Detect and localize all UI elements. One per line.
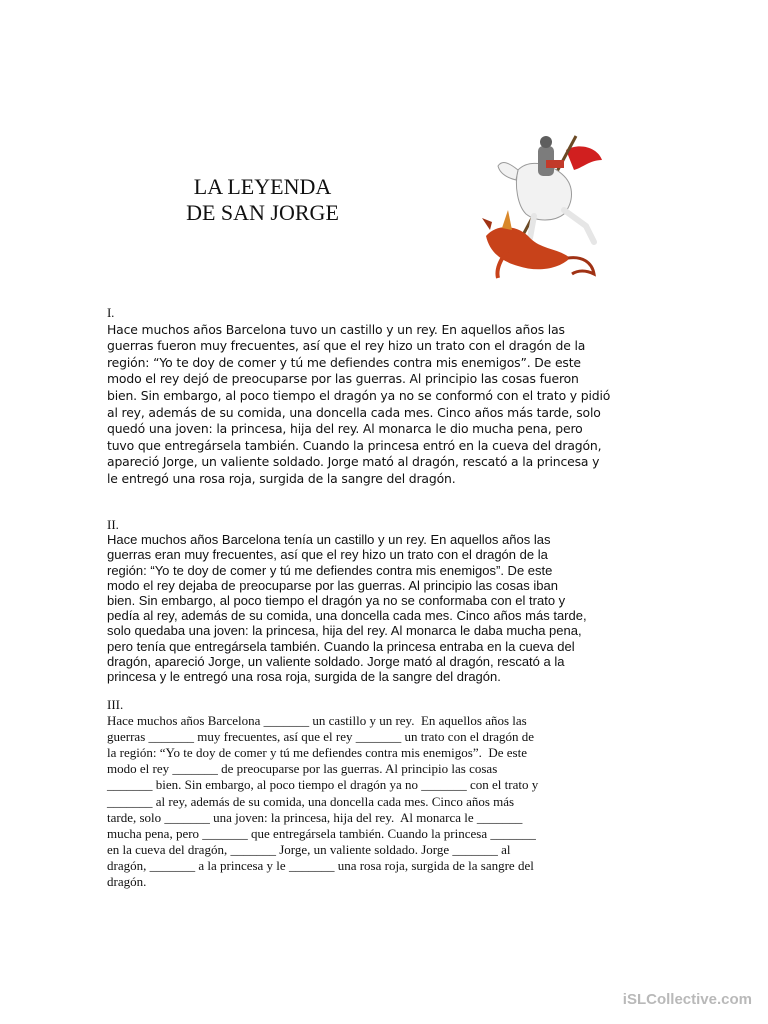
text-line: bien. Sin embargo, al poco tiempo el dragón ya no se conformó con el trato y pidió: [107, 387, 611, 403]
passage-2: [107, 517, 647, 684]
text-line: quedó una joven: la princesa, hija del rey. Al monarca le dio mucha pena, pero: [107, 421, 583, 437]
text-line: guerras _______ muy frecuentes, así que el rey _______ un trato con el dragón de: [107, 729, 535, 745]
text-line: región: “Yo te doy de comer y tú me defiendes contra mis enemigos”. De este: [107, 562, 553, 578]
text-line: guerras eran muy frecuentes, así que el rey hizo un trato con el dragón de la: [107, 547, 548, 563]
section-number: II.: [107, 517, 119, 532]
text-line: tuvo que entregársela también. Cuando la princesa entró en la cueva del dragón,: [107, 437, 602, 453]
text-line: región: “Yo te doy de comer y tú me defiendes contra mis enemigos”. De este: [107, 354, 581, 370]
text-line: pero tenía que entregársela también. Cuando la princesa entraba en la cueva del: [107, 638, 575, 654]
text-line: Hace muchos años Barcelona tenía un castillo y un rey. En aquellos años las: [107, 532, 551, 548]
text-line: _______ al rey, además de su comida, una doncella cada mes. Cinco años más: [107, 793, 515, 809]
passage-1: [107, 305, 647, 488]
text-line: la región: “Yo te doy de comer y tú me defiendes contra mis enemigos”. De este: [107, 745, 527, 761]
section-number: I.: [107, 305, 115, 320]
text-line: _______ bien. Sin embargo, al poco tiempo el dragón ya no _______ con el trato y: [107, 777, 539, 793]
text-line: pedía al rey, además de su comida, una doncella cada mes. Cinco años más tarde,: [107, 608, 587, 624]
text-line: dragón, apareció Jorge, un valiente soldado. Jorge mató al dragón, rescató a la: [107, 653, 565, 669]
title-line-2: DE SAN JORGE: [186, 200, 339, 225]
title-line-1: LA LEYENDA: [193, 174, 332, 199]
text-line: al rey, además de su comida, una doncella cada mes. Cinco años más tarde, solo: [107, 404, 601, 420]
text-line: le entregó una rosa roja, surgida de la sangre del dragón.: [107, 470, 456, 486]
text-line: dragón, _______ a la princesa y le _______ una rosa roja, surgida de la sangre del: [107, 857, 534, 873]
text-line: bien. Sin embargo, al poco tiempo el dragón ya no se conformaba con el trato y: [107, 593, 566, 609]
text-line: solo quedaba una joven: la princesa, hija del rey. Al monarca le daba mucha pena,: [107, 623, 582, 639]
watermark: iSLCollective.com: [622, 991, 752, 1008]
text-line: apareció Jorge, un valiente soldado. Jorge mató al dragón, rescató a la princesa y: [107, 454, 600, 470]
text-line: princesa y le entregó una rosa roja, surgida de la sangre del dragón.: [107, 669, 501, 685]
text-line: guerras fueron muy frecuentes, así que el rey hizo un trato con el dragón de la: [107, 338, 586, 354]
text-line: Hace muchos años Barcelona _______ un castillo y un rey. En aquellos años las: [107, 713, 527, 729]
saint-george-dragon-icon: [478, 130, 608, 282]
section-number: III.: [107, 697, 124, 712]
text-line: modo el rey dejó de preocuparse por las guerras. Al principio las cosas fueron: [107, 371, 579, 387]
text-line: mucha pena, pero _______ que entregársela también. Cuando la princesa _______: [107, 825, 536, 841]
text-line: en la cueva del dragón, _______ Jorge, un valiente soldado. Jorge _______ al: [107, 841, 511, 857]
text-line: modo el rey _______ de preocuparse por las guerras. Al principio las cosas: [107, 761, 498, 777]
text-line: Hace muchos años Barcelona tuvo un castillo y un rey. En aquellos años las: [107, 321, 565, 337]
text-line: dragón.: [107, 874, 147, 890]
passage-3-exercise: [107, 697, 627, 890]
text-line: tarde, solo _______ una joven: la princesa, hija del rey. Al monarca le _______: [107, 809, 523, 825]
text-line: modo el rey dejaba de preocuparse por las guerras. Al principio las cosas iban: [107, 577, 558, 593]
page-title: [150, 174, 375, 226]
